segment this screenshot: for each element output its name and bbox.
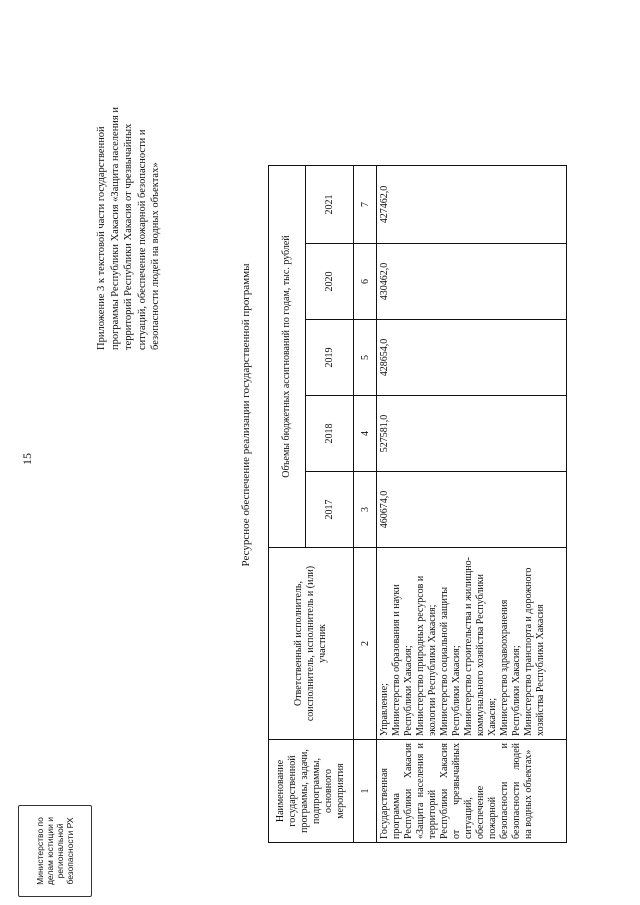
- header-row: [269, 166, 306, 843]
- executor-line: Министерство природных ресурсов и экологии Республики Хакасия;: [415, 575, 438, 736]
- value-2019: 428654,0: [377, 320, 567, 396]
- col-number-3: 3: [354, 472, 377, 548]
- executor-line: Министерство образования и науки Республики Хакасия;: [391, 584, 414, 736]
- year-2019: 2019: [306, 320, 354, 396]
- value-2018: 527581,0: [377, 396, 567, 472]
- value-2021: 427462,0: [377, 166, 567, 244]
- table-row: [377, 166, 567, 843]
- year-2018: 2018: [306, 396, 354, 472]
- col-number-4: 4: [354, 396, 377, 472]
- value-2020: 430462,0: [377, 244, 567, 320]
- year-2020: 2020: [306, 244, 354, 320]
- appendix-note: Приложение 3 к текстовой части государственной программы Республики Хакасия «Защита населения и территорий Республики Хакасия от чрезвычайных ситуаций, обеспечение пожарной безопасности и безопасности людей на водных объектах»: [96, 106, 161, 350]
- executor-line: Министерство транспорта и дорожного хозяйства Республики Хакасия: [523, 567, 546, 736]
- col-number-6: 6: [354, 244, 377, 320]
- col-number-5: 5: [354, 320, 377, 396]
- executor-line: Министерство социальной защиты Республики Хакасия;: [439, 586, 462, 736]
- col-number-2: 2: [354, 548, 377, 740]
- resource-table: [268, 165, 567, 843]
- col-executor-header: Ответственный исполнитель, соисполнитель, исполнитель и (или) участник: [269, 548, 354, 740]
- page-number: 15: [20, 453, 34, 465]
- col-name-header: Наименование государственной программы, задачи, подпрограммы, основного мероприятия: [269, 740, 354, 843]
- program-name-cell: Государственная программа Республики Хакасия «Защита населения и территорий Республики Хакасия от чрезвычайных ситуаций, обеспечение пожарной безопасности и безопасности людей на водных объектах»: [377, 740, 567, 843]
- ministry-stamp: [18, 805, 92, 897]
- executor-line: Управление;: [379, 683, 390, 736]
- value-2017: 460674,0: [377, 472, 567, 548]
- col-number-1: 1: [354, 740, 377, 843]
- executor-line: Министерство строительства и жилищно-коммунального хозяйства Республики Хакасия;: [463, 557, 498, 736]
- col-number-7: 7: [354, 166, 377, 244]
- table-title: Ресурсное обеспечение реализации государственной программы: [240, 263, 252, 567]
- executors-cell: [377, 548, 567, 740]
- executor-line: Министерство здравоохранения Республики Хакасия;: [499, 599, 522, 736]
- year-2021: 2021: [306, 166, 354, 244]
- column-numbers-row: [354, 166, 377, 843]
- col-budget-header: Объемы бюджетных ассигнований по годам, тыс. рублей: [269, 166, 306, 548]
- year-2017: 2017: [306, 472, 354, 548]
- stamp-text: Министерство по делам юстиции и региональной безопасности РХ: [35, 816, 75, 886]
